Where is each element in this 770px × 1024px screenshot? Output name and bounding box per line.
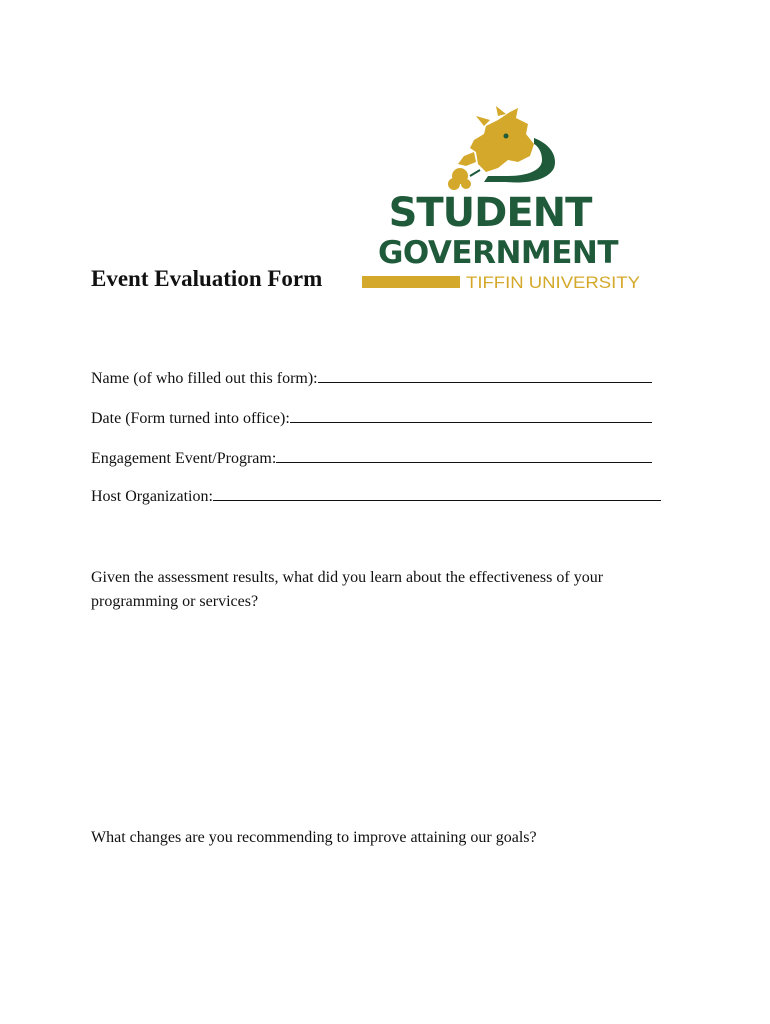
logo-text-government: GOVERNMENT xyxy=(377,235,619,271)
date-field-label: Date (Form turned into office): xyxy=(91,410,290,427)
event-program-field-line[interactable] xyxy=(276,448,652,463)
logo-gold-bar xyxy=(362,276,460,288)
logo-text-student: STUDENT xyxy=(388,190,592,236)
name-field xyxy=(91,368,652,390)
name-field-label: Name (of who filled out this form): xyxy=(91,370,318,387)
question-assessment-results: Given the assessment results, what did you learn about the effectiveness of your programming or services? xyxy=(91,569,604,610)
question-recommended-changes: What changes are you recommending to improve attaining our goals? xyxy=(91,829,537,846)
dragon-icon xyxy=(448,106,555,190)
host-organization-field-label: Host Organization: xyxy=(91,488,213,505)
logo-text-university: TIFFIN UNIVERSITY xyxy=(466,273,640,292)
host-organization-field xyxy=(91,486,661,508)
date-field-line[interactable] xyxy=(290,408,652,423)
host-organization-field-line[interactable] xyxy=(213,486,661,501)
event-program-field-label: Engagement Event/Program: xyxy=(91,450,277,467)
date-field xyxy=(91,408,652,430)
student-government-logo xyxy=(358,104,648,294)
page-title: Event Evaluation Form xyxy=(91,266,323,291)
event-program-field xyxy=(91,448,652,470)
name-field-line[interactable] xyxy=(318,368,652,383)
